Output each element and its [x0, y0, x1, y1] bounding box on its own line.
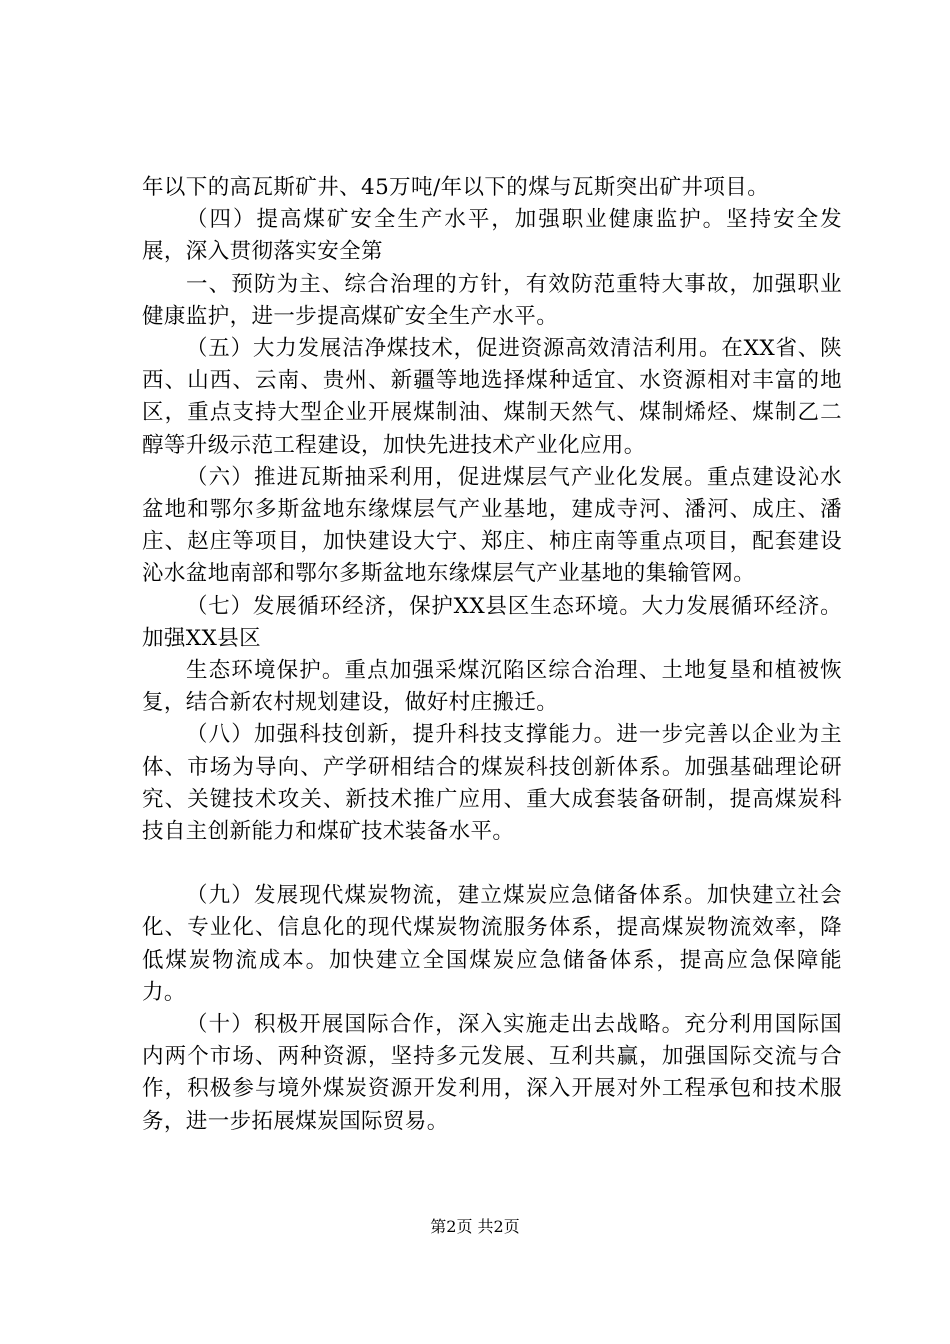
paragraph-section-6: （六）推进瓦斯抽采利用，促进煤层气产业化发展。重点建设沁水盆地和鄂尔多斯盆地东缘煤层气产业基地，建成寺河、潘河、成庄、潘庄、赵庄等项目，加快建设大宁、郑庄、柿庄南等重点项目，配套建设沁水盆地南部和鄂尔多斯盆地东缘煤层气产业基地的集输管网。: [142, 464, 842, 587]
paragraph-section-9: （九）发展现代煤炭物流，建立煤炭应急储备体系。加快建立社会化、专业化、信息化的现代煤炭物流服务体系，提高煤炭物流效率，降低煤炭物流成本。加快建立全国煤炭应急储备体系，提高应急保障能力。: [142, 883, 842, 1005]
page-number-footer: 第2页 共2页: [430, 1217, 520, 1236]
paragraph-safety-policy: 一、预防为主、综合治理的方针，有效防范重特大事故，加强职业健康监护，进一步提高煤矿安全生产水平。: [142, 271, 842, 329]
paragraph-section-7: （七）发展循环经济，保护XX县区生态环境。大力发展循环经济。加强XX县区: [142, 593, 842, 651]
paragraph-ecology: 生态环境保护。重点加强采煤沉陷区综合治理、土地复垦和植被恢复，结合新农村规划建设，做好村庄搬迁。: [142, 658, 842, 716]
document-body: [142, 172, 842, 1138]
paragraph-section-8: （八）加强科技创新，提升科技支撑能力。进一步完善以企业为主体、市场为导向、产学研相结合的煤炭科技创新体系。加强基础理论研究、关键技术攻关、新技术推广应用、重大成套装备研制，提高煤炭科技自主创新能力和煤矿技术装备水平。: [142, 722, 842, 845]
paragraph-section-10: （十）积极开展国际合作，深入实施走出去战略。充分利用国际国内两个市场、两种资源，坚持多元发展、互利共赢，加强国际交流与合作，积极参与境外煤炭资源开发利用，深入开展对外工程承包和技术服务，进一步拓展煤炭国际贸易。: [142, 1012, 842, 1134]
paragraph-section-5: （五）大力发展洁净煤技术，促进资源高效清洁利用。在XX省、陕西、山西、云南、贵州、新疆等地选择煤种适宜、水资源相对丰富的地区，重点支持大型企业开展煤制油、煤制天然气、煤制烯烃、煤制乙二醇等升级示范工程建设，加快先进技术产业化应用。: [142, 336, 842, 458]
paragraph-continuation: 年以下的高瓦斯矿井、45万吨/年以下的煤与瓦斯突出矿井项目。: [142, 175, 770, 200]
paragraph-section-4: （四）提高煤矿安全生产水平，加强职业健康监护。坚持安全发展，深入贯彻落实安全第: [142, 207, 842, 265]
